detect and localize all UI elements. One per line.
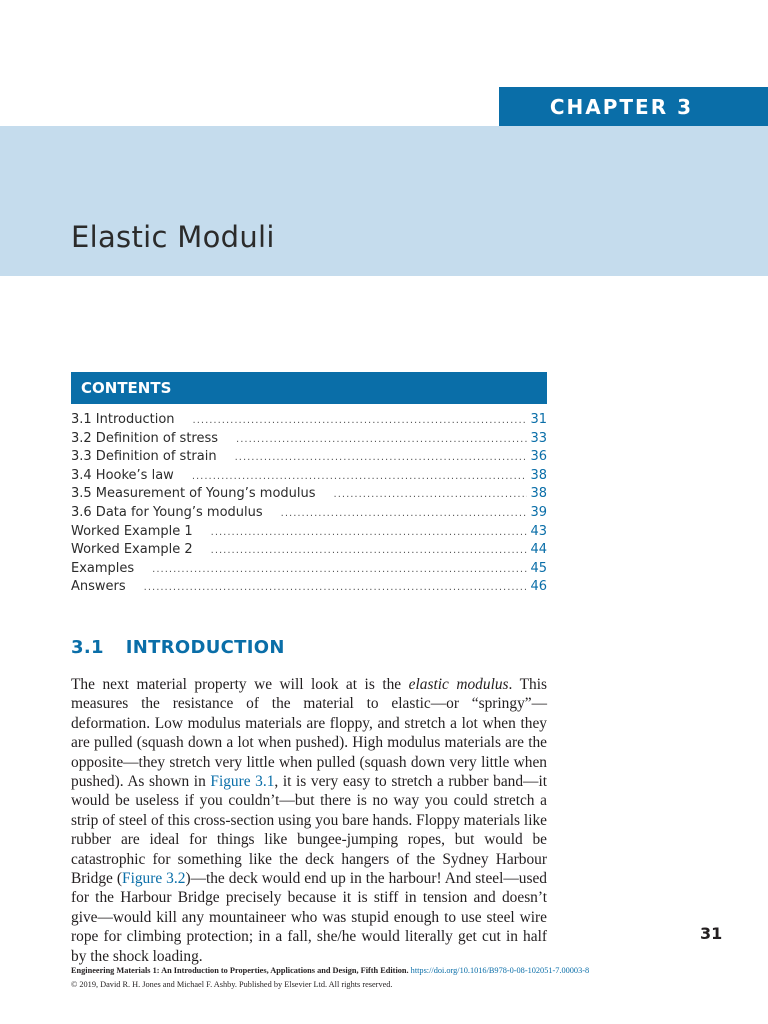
toc-item[interactable] bbox=[71, 524, 547, 543]
body-emphasis: elastic modulus bbox=[408, 676, 509, 693]
toc-item[interactable] bbox=[71, 486, 547, 505]
toc-item-page[interactable]: 39 bbox=[530, 504, 547, 520]
toc-leader-dots bbox=[334, 489, 528, 500]
toc-item-page[interactable]: 43 bbox=[530, 523, 547, 539]
toc-leader-dots bbox=[152, 564, 527, 575]
doi-link[interactable]: https://doi.org/10.1016/B978-0-08-102051-7.00003-8 bbox=[410, 966, 590, 975]
page-number: 31 bbox=[700, 924, 723, 943]
table-of-contents bbox=[71, 412, 547, 598]
toc-item-label: Worked Example 1 bbox=[71, 523, 193, 539]
section-title: INTRODUCTION bbox=[125, 637, 285, 658]
toc-item[interactable] bbox=[71, 412, 547, 431]
section-number: 3.1 bbox=[71, 637, 104, 658]
body-text-part: )—the deck would end up in the harbour! And steel—used for the Harbour Bridge precisely because it is stiff in tension and doesn’t give—would kill any mountaineer who was stupid enough to use steel wire rope for climbing protection; in a fall, she/he would literally get cut in half by the shock loading. bbox=[71, 870, 548, 965]
footer bbox=[71, 964, 711, 992]
footer-copyright: © 2019, David R. H. Jones and Michael F. Ashby. Published by Elsevier Ltd. All rights reserved. bbox=[71, 980, 393, 989]
toc-item-label: Worked Example 2 bbox=[71, 542, 193, 558]
toc-item-page[interactable]: 45 bbox=[530, 560, 547, 576]
figure-link[interactable]: Figure 3.1 bbox=[210, 773, 275, 791]
figure-link[interactable]: Figure 3.2 bbox=[122, 870, 186, 888]
toc-item[interactable] bbox=[71, 468, 547, 487]
toc-item-page[interactable]: 38 bbox=[530, 467, 547, 483]
toc-item-label: Examples bbox=[71, 560, 135, 576]
section-heading bbox=[71, 637, 285, 658]
toc-item-label: 3.4 Hooke’s law bbox=[71, 467, 174, 483]
toc-item-page[interactable]: 44 bbox=[530, 542, 547, 558]
toc-leader-dots bbox=[192, 471, 528, 482]
body-text-part: , it is very easy to stretch a rubber band—it would be useless if you couldn’t—but there is no way you could stretch a strip of steel of this cross-section using you bare hands. Floppy materials like rubber are ideal for things like bungee-jumping ropes, but would be catastrophic for something like the deck hangers of the Sydney Harbour Bridge ( bbox=[71, 773, 548, 888]
toc-item[interactable] bbox=[71, 542, 547, 561]
toc-leader-dots bbox=[144, 582, 528, 593]
toc-item-page[interactable]: 36 bbox=[530, 449, 547, 465]
contents-header: CONTENTS bbox=[71, 372, 547, 404]
toc-item-label: 3.5 Measurement of Young’s modulus bbox=[71, 486, 316, 502]
toc-leader-dots bbox=[235, 452, 528, 463]
toc-item-label: 3.6 Data for Young’s modulus bbox=[71, 504, 263, 520]
toc-leader-dots bbox=[211, 527, 528, 538]
toc-item[interactable] bbox=[71, 561, 547, 580]
body-text-part: . This measures the resistance of the material to elastic—or “springy”—deformation. Low modulus materials are floppy, and stretch a lot when they are pulled (squash down a lot when pushed). High modulus materials are the opposite—they stretch very little when pulled (squash down very little when pushed). As shown in bbox=[71, 676, 548, 791]
body-paragraph bbox=[71, 675, 547, 966]
toc-leader-dots bbox=[236, 434, 527, 445]
body-text-part: The next material property we will look at is the bbox=[71, 676, 409, 693]
toc-leader-dots bbox=[193, 415, 528, 426]
toc-item[interactable] bbox=[71, 449, 547, 468]
toc-item-page[interactable]: 31 bbox=[530, 412, 547, 427]
toc-item-page[interactable]: 33 bbox=[530, 430, 547, 446]
toc-item-label: 3.1 Introduction bbox=[71, 412, 175, 427]
chapter-label: CHAPTER 3 bbox=[499, 87, 768, 126]
footer-book-title: Engineering Materials 1: An Introduction to Properties, Applications and Design, Fifth Edition. bbox=[71, 966, 409, 975]
toc-leader-dots bbox=[281, 508, 528, 519]
chapter-title: Elastic Moduli bbox=[71, 220, 275, 254]
toc-item-label: Answers bbox=[71, 579, 126, 595]
toc-item-page[interactable]: 38 bbox=[530, 486, 547, 502]
toc-leader-dots bbox=[211, 545, 528, 556]
footer-citation-line bbox=[71, 964, 711, 978]
toc-item[interactable] bbox=[71, 579, 547, 598]
toc-item[interactable] bbox=[71, 431, 547, 450]
toc-item-label: 3.3 Definition of strain bbox=[71, 449, 217, 465]
toc-item-page[interactable]: 46 bbox=[530, 579, 547, 595]
toc-item[interactable] bbox=[71, 505, 547, 524]
toc-item-label: 3.2 Definition of stress bbox=[71, 430, 219, 446]
